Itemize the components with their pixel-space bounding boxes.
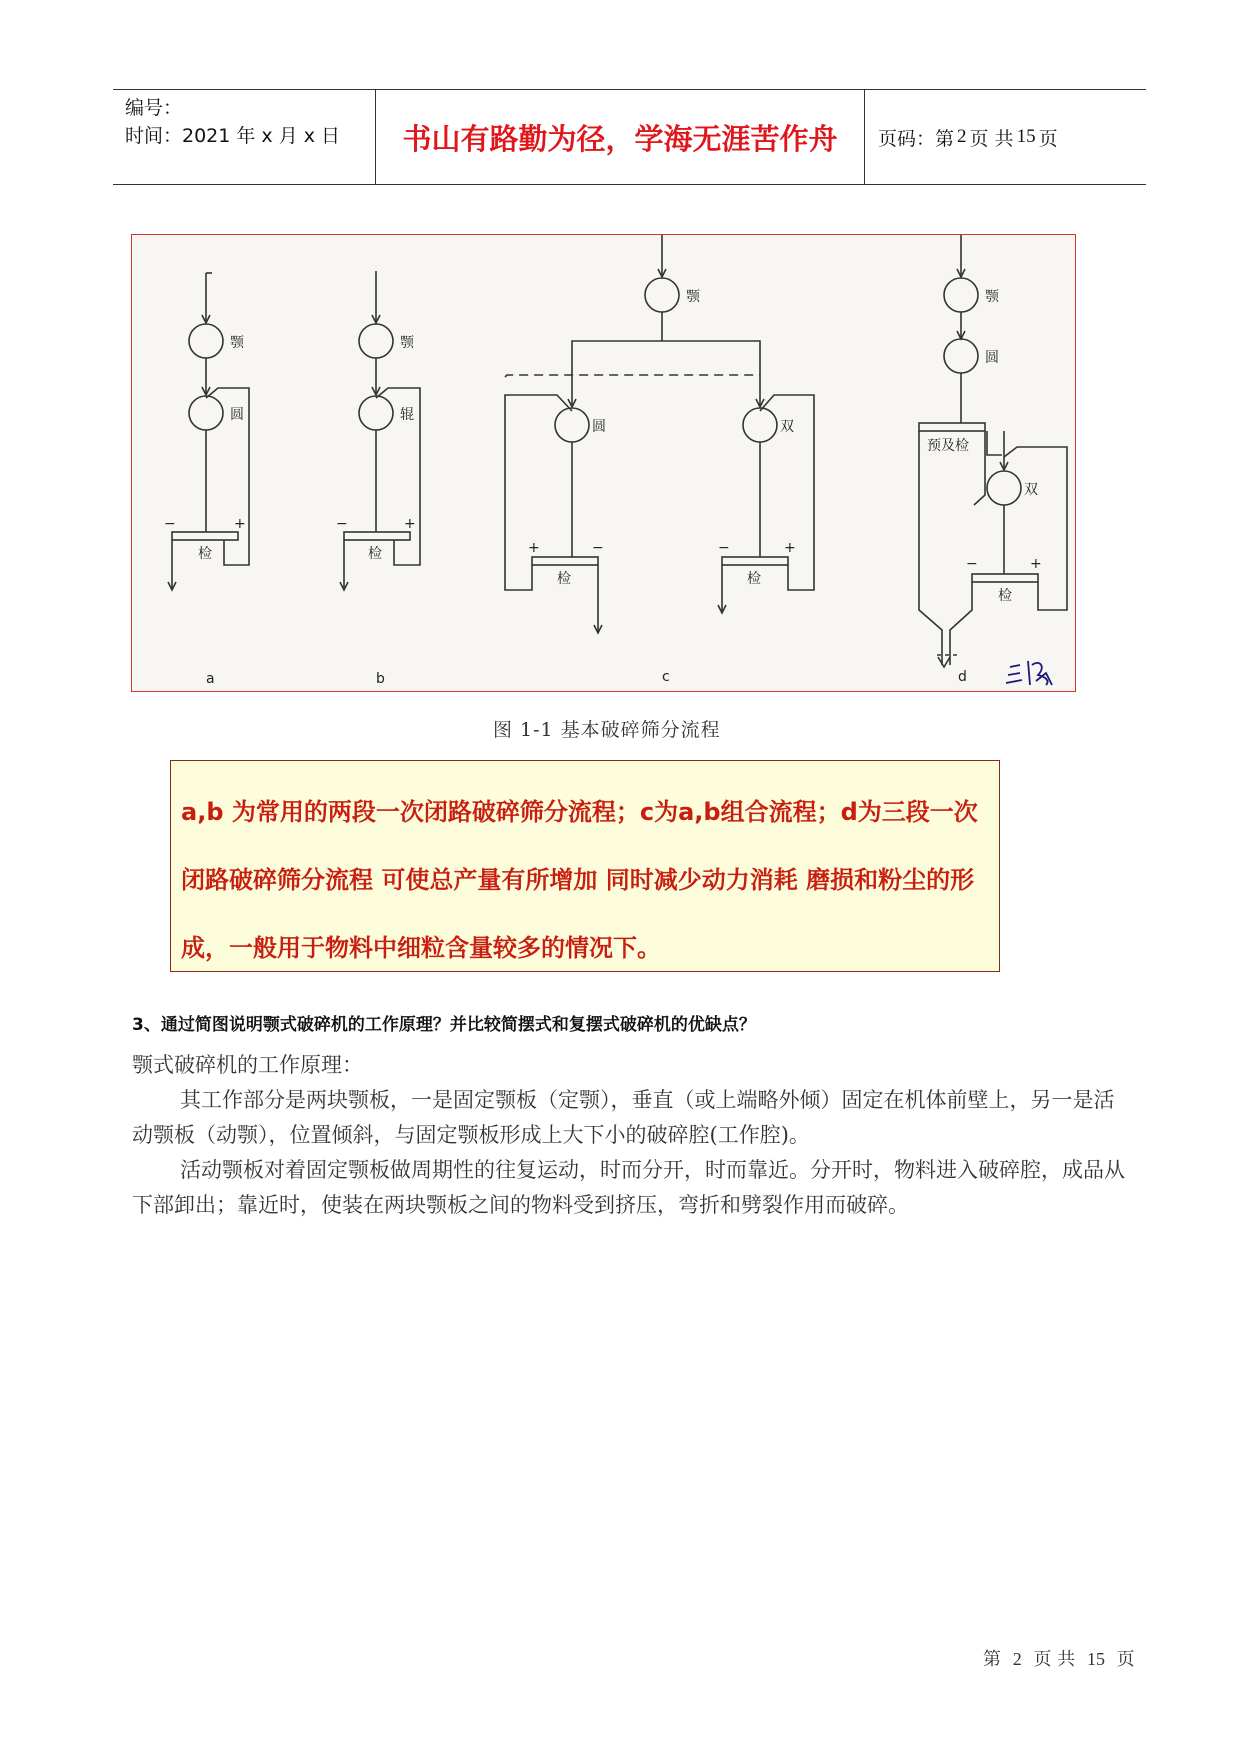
label-jaw-b: 颚 [400,335,414,351]
flow-c [505,235,814,685]
roll-crusher-b [359,396,393,430]
page-prefix: 页码：第 [878,127,955,150]
label-minus-c-right: − [718,540,730,556]
footer-mid: 页 共 [1033,1649,1076,1670]
page-header [113,89,1146,185]
sublabel-c: c [662,669,670,685]
jaw-crusher-d [944,278,978,312]
header-meta [125,94,340,150]
header-motto: 书山有路勤为径，学海无涯苦作舟 [375,90,865,184]
label-cone-c: 圆 [592,419,606,435]
double-roll-crusher-d [987,471,1021,505]
label-minus-a: − [164,516,176,532]
label-plus-c-right: + [784,540,796,556]
screen-c-right [722,557,788,565]
label-plus-b: + [404,516,416,532]
screen-d [972,574,1038,582]
answer-body [132,1048,1132,1223]
label-minus-c-left: − [592,540,604,556]
jaw-crusher-c [645,278,679,312]
label-minus-b: − [336,516,348,532]
cone-crusher-a [189,396,223,430]
jaw-crusher-b [359,324,393,358]
double-roll-crusher-c [743,408,777,442]
page-mid: 页 共 [969,127,1014,150]
label-screen-c-left: 检 [557,571,571,587]
pre-screen-d [919,423,985,431]
handwritten-note [1006,661,1052,685]
label-pre-screen-d: 预及检 [927,438,969,454]
label-plus-d: + [1030,556,1042,572]
sublabel-b: b [376,671,385,687]
label-screen-d: 检 [998,588,1012,604]
screen-b [344,532,410,540]
label-roll-b: 辊 [400,407,414,423]
highlight-note: a,b 为常用的两段一次闭路破碎筛分流程；c为a,b组合流程；d为三段一次闭路破碎筛分流程 可使总产量有所增加 同时减少动力消耗 磨损和粉尘的形成，一般用于物料中细粒含量较多的情况下。 [170,760,1000,972]
page-total: 15 [1016,126,1036,147]
flowchart-figure [131,234,1076,692]
label-screen-c-right: 检 [747,571,761,587]
cone-crusher-c [555,408,589,442]
label-minus-d: − [966,556,978,572]
time-label: 时间：2021 年 x 月 x 日 [125,125,341,147]
label-cone-a: 圆 [230,407,244,423]
label-jaw-a: 颚 [230,335,244,351]
label-plus-a: + [234,516,246,532]
page-number: 2 [957,126,967,147]
flow-d [919,235,1067,685]
label-screen-b: 检 [368,546,382,562]
answer-paragraph-2: 活动颚板对着固定颚板做周期性的往复运动，时而分开，时而靠近。分开时，物料进入破碎腔，成品从下部卸出；靠近时，使装在两块颚板之间的物料受到挤压，弯折和劈裂作用而破碎。 [132,1158,1125,1217]
label-jaw-d: 颚 [985,289,999,305]
page-footer [983,1645,1135,1671]
number-label: 编号： [125,97,183,119]
sublabel-d: d [958,669,967,685]
page-suffix: 页 [1038,127,1058,150]
flow-a [164,273,249,687]
label-double-c: 双 [780,419,794,435]
label-jaw-c: 颚 [686,289,700,305]
answer-heading: 颚式破碎机的工作原理： [132,1053,363,1077]
cone-crusher-d [944,339,978,373]
flowchart-diagram [132,235,1077,693]
screen-c-left [532,557,598,565]
flow-b [336,271,420,687]
footer-prefix: 第 [983,1649,1001,1670]
sublabel-a: a [206,671,215,687]
answer-paragraph-1: 其工作部分是两块颚板，一是固定颚板（定颚），垂直（或上端略外倾）固定在机体前壁上，另一是活动颚板（动颚），位置倾斜，与固定颚板形成上大下小的破碎腔(工作腔)。 [132,1088,1115,1147]
footer-suffix: 页 [1116,1649,1135,1670]
label-plus-c-left: + [528,540,540,556]
header-page-info [878,90,1058,184]
figure-caption: 图 1-1 基本破碎筛分流程 [493,719,721,741]
jaw-crusher-a [189,324,223,358]
question-3: 3、通过简图说明颚式破碎机的工作原理？并比较简摆式和复摆式破碎机的优缺点？ [132,1015,756,1035]
label-cone-d: 圆 [985,350,999,366]
label-double-d: 双 [1024,482,1038,498]
footer-page-total: 15 [1086,1649,1105,1669]
screen-a [172,532,238,540]
label-screen-a: 检 [198,546,212,562]
footer-page-number: 2 [1012,1649,1022,1669]
